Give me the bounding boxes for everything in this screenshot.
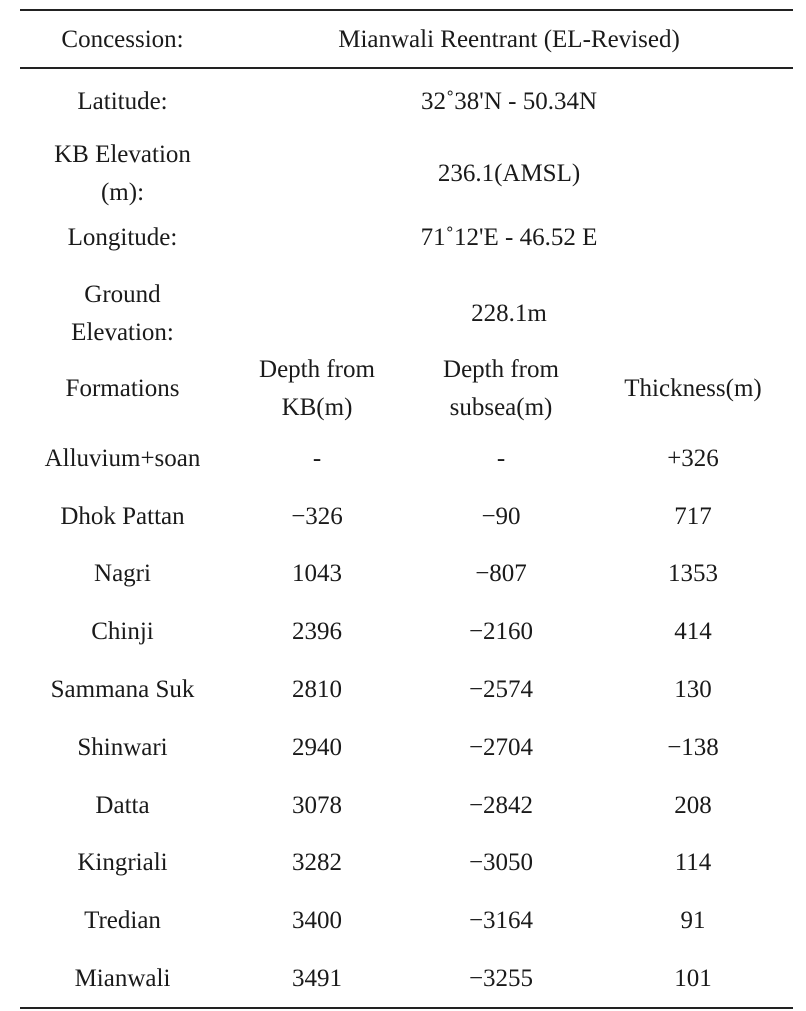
depth-subsea-cell: −2574 [468,676,534,704]
thickness-cell: 717 [674,502,712,530]
formation-cell: Dhok Pattan [60,502,185,530]
depth-kb-cell: 2810 [292,676,342,704]
concession-label: Concession: [61,26,184,53]
depth-subsea-cell: −807 [475,560,527,588]
depth-subsea-cell: −3050 [468,849,534,877]
column-headers [20,350,793,428]
formation-table-body [20,430,793,1008]
meta-value: 71˚12'E - 46.52 E [420,224,598,251]
meta-row [20,218,793,258]
formation-cell: Sammana Suk [50,676,195,704]
depth-kb-cell: 3491 [292,965,342,993]
formation-cell: Tredian [84,907,161,935]
thickness-cell: 1353 [668,560,718,588]
column-header-line: subsea(m) [449,394,553,421]
table-row [20,603,793,661]
depth-kb-cell: −326 [291,502,343,530]
table-bottom-rule [20,1007,793,1009]
formation-cell: Chinji [91,618,154,646]
depth-kb-cell: 3282 [292,849,342,877]
meta-label [20,276,225,352]
column-header-line: Formations [65,375,180,402]
depth-kb-cell: 2940 [292,733,342,761]
concession-value: Mianwali Reentrant (EL-Revised) [338,26,680,53]
depth-subsea-cell: −2160 [468,618,534,646]
meta-label-line: Ground [84,281,161,308]
thickness-cell: 91 [680,907,706,935]
meta-row [20,136,793,212]
meta-row [20,78,793,126]
formation-cell: Mianwali [74,965,171,993]
meta-value: 32˚38'N - 50.34N [420,88,597,115]
meta-label-line: (m): [100,179,145,206]
thickness-cell: −138 [667,733,719,761]
depth-kb-cell: 2396 [292,618,342,646]
column-header-line: KB(m) [281,394,353,421]
formation-cell: Shinwari [77,733,168,761]
table-row [20,546,793,604]
header-rule [20,67,793,69]
thickness-cell: 208 [674,791,712,819]
depth-subsea-cell: - [496,444,506,472]
depth-kb-cell: 1043 [292,560,342,588]
col-depth-subsea [409,350,593,428]
depth-subsea-cell: −90 [481,502,521,530]
table-row [20,892,793,950]
formation-cell: Alluvium+soan [44,444,201,472]
thickness-cell: 130 [674,676,712,704]
table-row [20,719,793,777]
depth-subsea-cell: −2704 [468,733,534,761]
table-row [20,777,793,835]
depth-kb-cell: - [312,444,322,472]
column-header-line: Depth from [443,356,559,383]
col-depth-kb [225,350,409,428]
depth-subsea-cell: −3255 [468,965,534,993]
meta-label [20,78,225,126]
column-header-line: Thickness(m) [624,375,762,402]
depth-subsea-cell: −2842 [468,791,534,819]
table-row [20,835,793,893]
formation-cell: Kingriali [77,849,168,877]
formation-cell: Nagri [94,560,151,588]
table-row [20,950,793,1008]
formation-cell: Datta [95,791,150,819]
meta-label-line: Longitude: [67,224,178,251]
thickness-cell: +326 [667,444,719,472]
depth-kb-cell: 3400 [292,907,342,935]
depth-subsea-cell: −3164 [468,907,534,935]
meta-label-line: Latitude: [77,88,168,115]
thickness-cell: 101 [674,965,712,993]
table-row [20,430,793,488]
meta-label [20,218,225,258]
thickness-cell: 114 [674,849,712,877]
table-row [20,661,793,719]
depth-kb-cell: 3078 [292,791,342,819]
meta-row [20,276,793,352]
table-top-rule [20,9,793,11]
table-row [20,488,793,546]
col-formations [20,350,225,428]
meta-label-line: Elevation: [71,319,174,346]
meta-value: 236.1(AMSL) [437,160,581,187]
thickness-cell: 414 [674,618,712,646]
col-thickness [593,350,793,428]
meta-value: 228.1m [471,300,547,327]
meta-label-line: KB Elevation [54,141,191,168]
column-header-line: Depth from [259,356,375,383]
meta-label [20,136,225,212]
